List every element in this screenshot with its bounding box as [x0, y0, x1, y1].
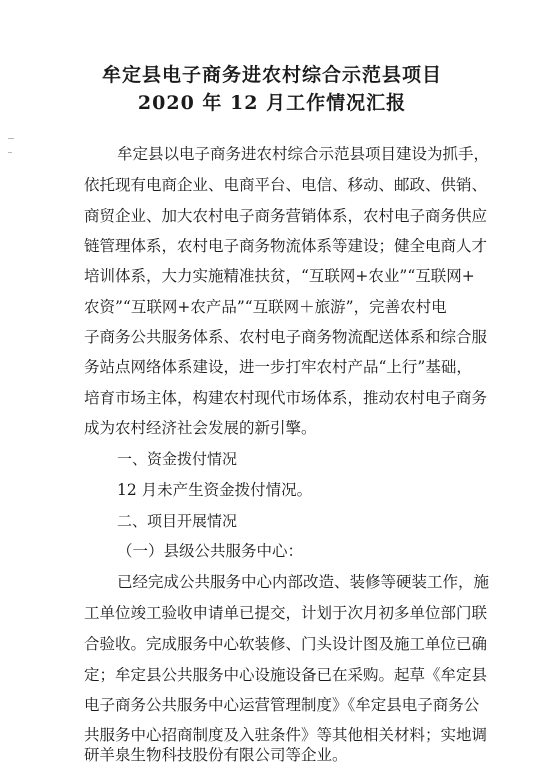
- paragraph-line: 研羊泉生物科技股份有限公司等企业。: [84, 746, 348, 764]
- scan-mark: [8, 138, 14, 139]
- paragraph-line: 牟定县以电子商务进农村综合示范县项目建设为抓手，: [117, 145, 490, 163]
- paragraph-line: 工单位竣工验收申请单已提交，计划于次月初多单位部门联: [84, 604, 488, 622]
- paragraph-line: 农资”“互联网+农产品”“互联网＋旅游”，完善农村电: [84, 298, 447, 316]
- paragraph-line: 培育市场主体，构建农村现代市场体系，推动农村电子商务: [84, 389, 488, 407]
- section-heading: 一、资金拨付情况: [117, 450, 238, 468]
- paragraph-line: 子商务公共服务体系、农村电子商务物流配送体系和综合服: [84, 328, 488, 346]
- scan-mark: [8, 152, 12, 153]
- paragraph-line: 电子商务公共服务中心运营管理制度》《牟定县电子商务公: [84, 696, 480, 714]
- paragraph-line: 定；牟定县公共服务中心设施设备已在采购。起草《牟定县: [84, 666, 488, 684]
- paragraph-line: 依托现有电商企业、电商平台、电信、移动、邮政、供销、: [84, 176, 488, 194]
- section-heading: 二、项目开展情况: [117, 512, 238, 530]
- paragraph-line: 商贸企业、加大农村电子商务营销体系，农村电子商务供应: [84, 207, 488, 225]
- paragraph-line: 链管理体系，农村电子商务物流体系等建设；健全电商人才: [84, 237, 488, 255]
- paragraph-line: 已经完成公共服务中心内部改造、装修等硬装工作，施: [117, 573, 490, 591]
- document-title-line2: 2020 年 12 月工作情况汇报: [137, 92, 407, 114]
- document-title-line1: 牟定县电子商务进农村综合示范县项目: [101, 64, 442, 86]
- paragraph-line: 共服务中心招商制度及入驻条件》等其他相关材料；实地调: [84, 726, 488, 744]
- paragraph-line: 培训体系，大力实施精准扶贫，“互联网+农业”“互联网+: [84, 267, 475, 285]
- paragraph-line: 成为农村经济社会发展的新引擎。: [84, 419, 317, 437]
- paragraph-line: 务站点网络体系建设，进一步打牢农村产品“上行”基础，: [84, 358, 472, 376]
- paragraph-line: 合验收。完成服务中心软装修、门头设计图及施工单位已确: [84, 635, 488, 653]
- section-text: 12 月未产生资金拨付情况。: [117, 481, 313, 499]
- subsection-heading: （一）县级公共服务中心：: [117, 542, 304, 560]
